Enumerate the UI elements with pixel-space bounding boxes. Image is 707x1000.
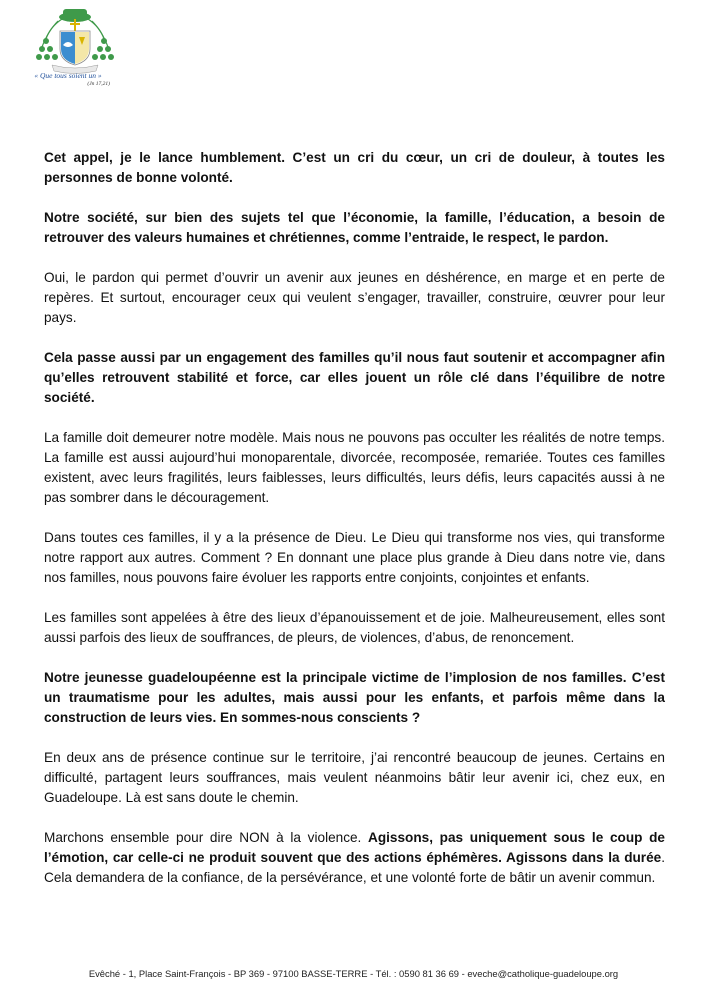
motto-text: « Que tous soient un » <box>34 71 102 80</box>
motto-reference: (Jn 17,21) <box>87 81 110 88</box>
footer-address: Evêché - 1, Place Saint-François - BP 369 - 97100 BASSE-TERRE - Tél. : 0590 81 36 69 - eveche@catholique-guadeloupe.org <box>88 968 619 979</box>
paragraph-3: Oui, le pardon qui permet d’ouvrir un avenir aux jeunes en déshérence, en marge et en perte de repères. Et surtout, encourager ceux qui veulent s’engager, travailler, construire, œuvrer pour leur pays. <box>44 270 665 325</box>
paragraph-10-part-1: Marchons ensemble pour dire NON à la violence. <box>44 830 369 845</box>
paragraph-2: Notre société, sur bien des sujets tel que l’économie, la famille, l’éducation, a besoin de retrouver des valeurs humaines et chrétiennes, comme l’entraide, le respect, le pardon. <box>44 210 665 245</box>
diocese-motto <box>18 72 118 87</box>
paragraph-8: Notre jeunesse guadeloupéenne est la principale victime de l’implosion de nos familles. C’est un traumatisme pour les adultes, mais aussi pour les enfants, et parfois même dans la construction de leurs vies. En sommes-nous conscients ? <box>44 670 665 725</box>
letter-body <box>44 148 665 908</box>
paragraph-10-part-3: . Cela demandera de la confiance, de la persévérance, et une volonté forte de bâtir un avenir commun. <box>44 850 665 885</box>
paragraph-9: En deux ans de présence continue sur le territoire, j’ai rencontré beaucoup de jeunes. Certains en difficulté, partagent leurs souffrances, mais veulent néanmoins bâtir leur avenir ici, chez eux, en Guadeloupe. Là est sans doute le chemin. <box>44 750 665 805</box>
paragraph-6: Dans toutes ces familles, il y a la présence de Dieu. Le Dieu qui transforme nos vies, qui transforme notre rapport aux autres. Comment ? En donnant une place plus grande à Dieu dans notre vie, dans nos familles, nous pouvons faire évoluer les rapports entre conjoints, conjointes et enfants. <box>44 530 665 585</box>
paragraph-1: Cet appel, je le lance humblement. C’est un cri du cœur, un cri de douleur, à toutes les personnes de bonne volonté. <box>44 150 665 185</box>
paragraph-10-part-2: Agissons, pas uniquement sous le coup de l’émotion, car celle-ci ne produit souvent que des actions éphémères. Agissons dans la durée <box>44 830 665 865</box>
paragraph-5: La famille doit demeurer notre modèle. Mais nous ne pouvons pas occulter les réalités de notre temps. La famille est aussi aujourd’hui monoparentale, divorcée, recomposée, remariée. Toutes ces familles existent, avec leurs fragilités, leurs faiblesses, leurs difficultés, leurs défis, leurs capacités aussi à ne pas sombrer dans le découragement. <box>44 430 665 505</box>
paragraph-10 <box>44 828 665 888</box>
paragraph-7: Les familles sont appelées à être des lieux d’épanouissement et de joie. Malheureusement, elles sont aussi parfois des lieux de souffrances, de pleurs, de violences, d’abus, de renoncement. <box>44 610 665 645</box>
paragraph-4: Cela passe aussi par un engagement des familles qu’il nous faut soutenir et accompagner afin qu’elles retrouvent stabilité et force, car elles jouent un rôle clé dans l’équilibre de notre société. <box>44 350 665 405</box>
